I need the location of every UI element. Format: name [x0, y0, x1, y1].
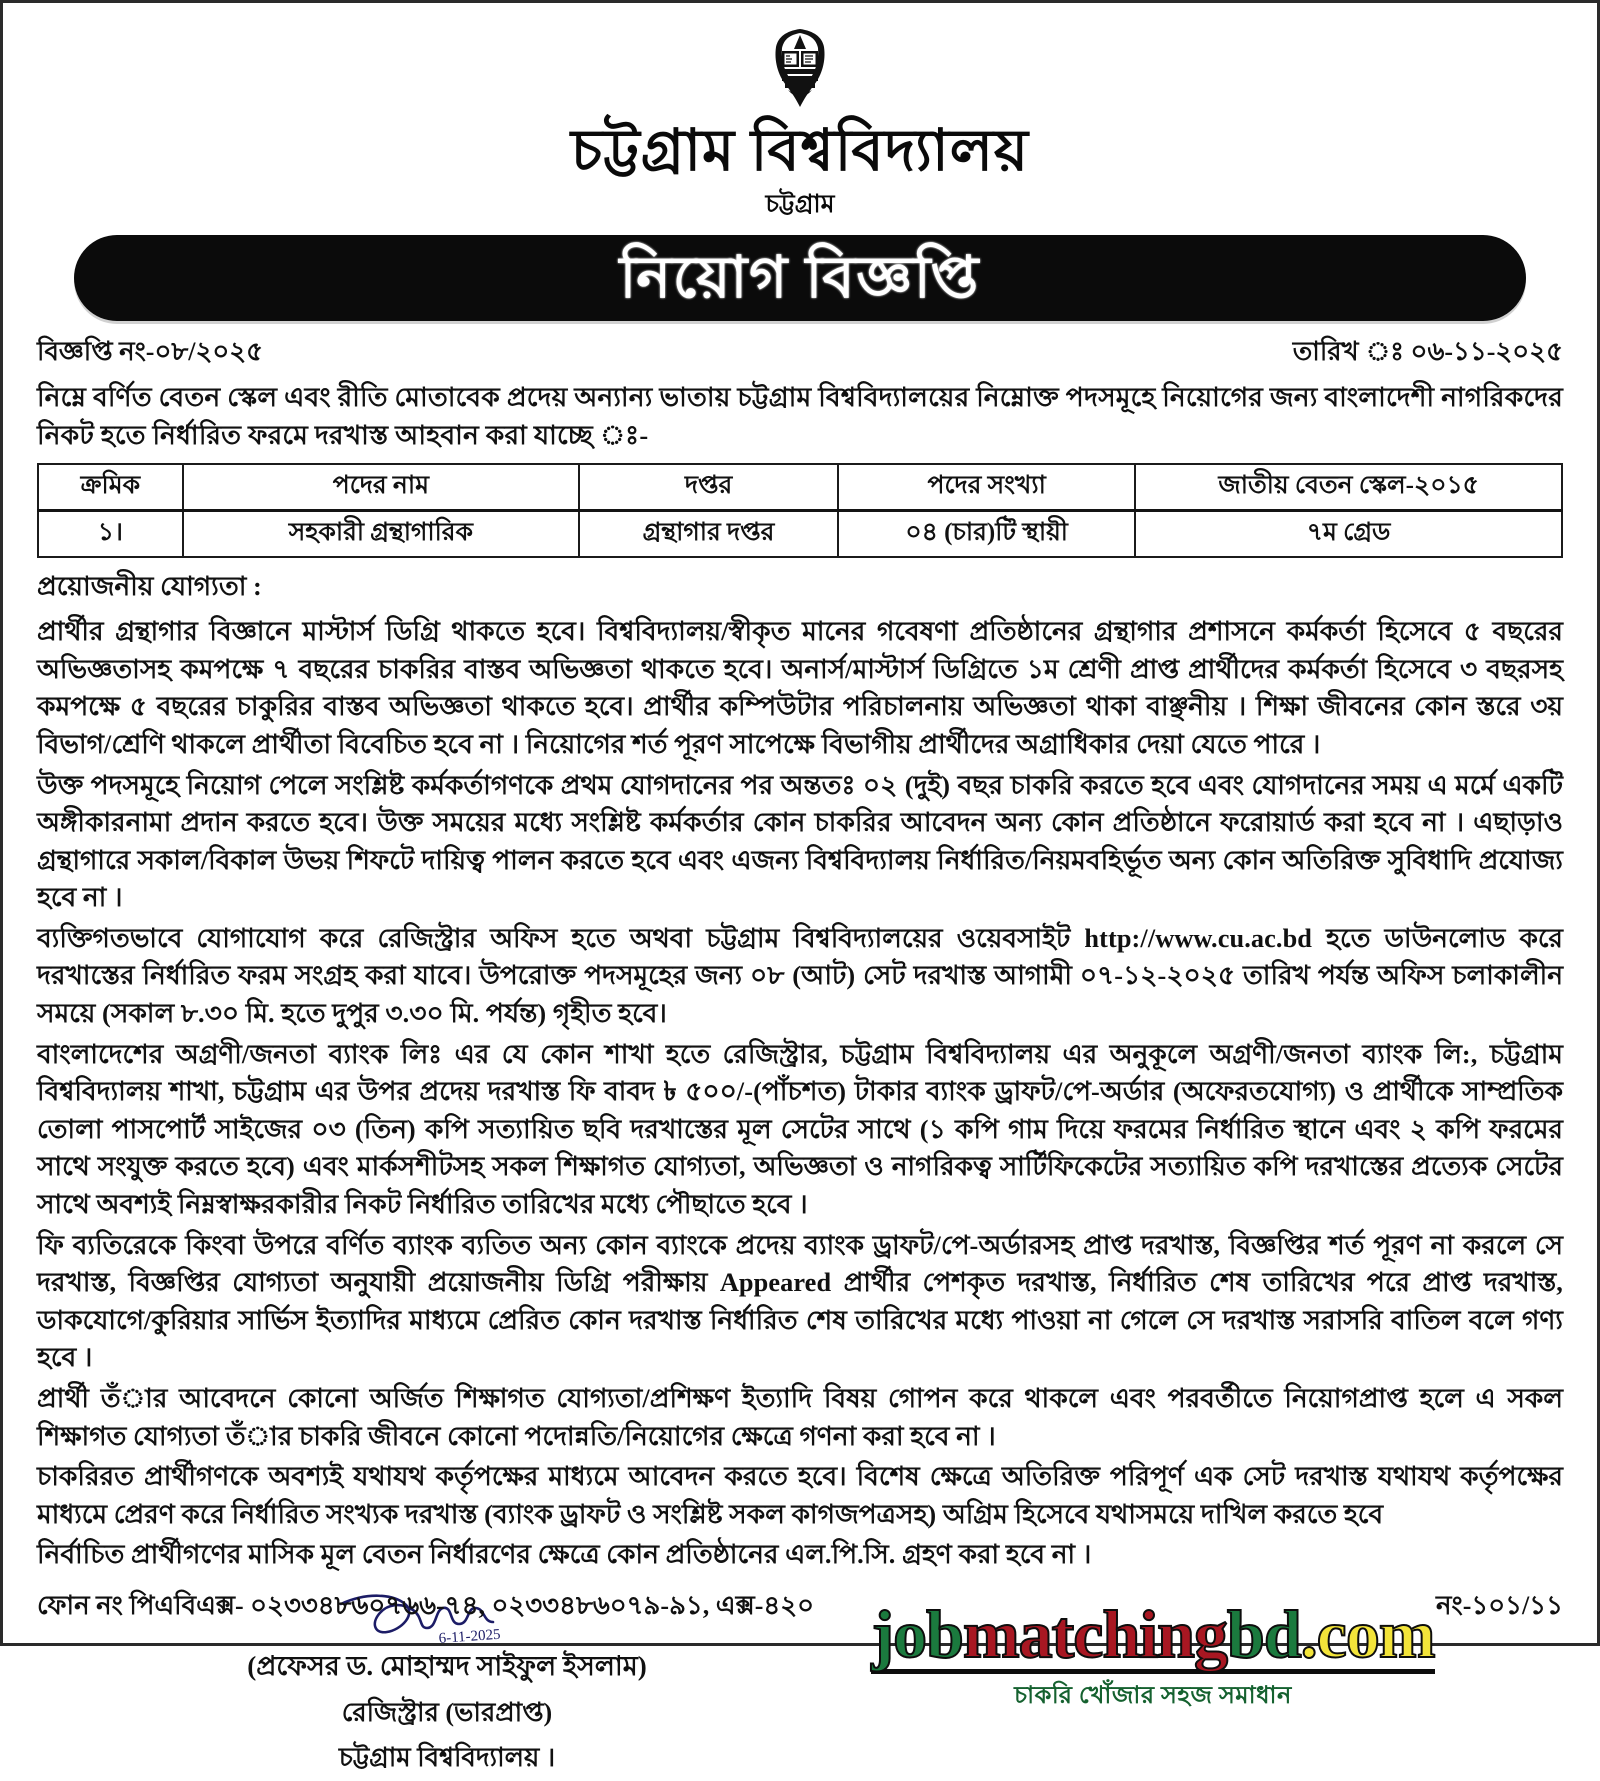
col-header-post-name: পদের নাম	[183, 464, 579, 511]
signatory-role: রেজিস্ট্রার (ভারপ্রাপ্ত)	[341, 1697, 553, 1727]
logo-part-com: .com	[1300, 1595, 1435, 1672]
col-header-vacancies: পদের সংখ্যা	[838, 464, 1135, 511]
qualification-paragraph-6: প্রার্থী তঁার আবেদনে কোনো অর্জিত শিক্ষাগত যোগ্যতা/প্রশিক্ষণ ইত্যাদি বিষয় গোপন করে থাকলে এবং পরবর্তীতে নিয়োগপ্রাপ্ত হলে এ সকল শিক্ষাগত যোগ্যতা তঁার চাকরি জীবনে কোনো পদোন্নতি/নিয়োগের ক্ষেত্রে গণনা করা হবে না ।	[37, 1384, 1563, 1451]
crest-wrapper	[37, 27, 1563, 119]
qualification-paragraph-4: বাংলাদেশের অগ্রণী/জনতা ব্যাংক লিঃ এর যে কোন শাখা হতে রেজিস্ট্রার, চট্টগ্রাম বিশ্ববিদ্যালয় এর অনুকূলে অগ্রণী/জনতা ব্যাংক লি:, চট্টগ্রাম বিশ্ববিদ্যালয় শাখা, চট্টগ্রাম এর উপর প্রদেয় দরখাস্ত ফি বাবদ ৳ ৫০০/-(পাঁচশত) টাকার ব্যাংক ড্রাফট/পে-অর্ডার (অফেরতযোগ্য) ও প্রার্থীকে সাম্প্রতিক তোলা পাসপোর্ট সাইজের ০৩ (তিন) কপি সত্যায়িত ছবি দরখাস্তের মূল সেটের সাথে (১ কপি গাম দিয়ে ফরমের নির্ধারিত স্থানে এবং ২ কপি ফরমের সাথে সংযুক্ত করতে হবে) এবং মার্কসশীটসহ সকল শিক্ষাগত যোগ্যতা, অভিজ্ঞতা ও নাগরিকত্ব সার্টিফিকেটের সত্যায়িত কপি দরখাস্তের প্রত্যেক সেটের সাথে অবশ্যই নিম্নস্বাক্ষরকারীর নিকট নির্ধারিত তারিখের মধ্যে পৌছাতে হবে ।	[37, 1039, 1563, 1220]
cell-pay-scale: ৭ম গ্রেড	[1135, 511, 1562, 558]
footer-phone: ফোন নং পিএবিএক্স- ০২৩৩৪৮৬০৭৬৬-৭৪, ০২৩৩৪৮৬০৭৯-৯১, এক্স-৪২০	[37, 1591, 815, 1620]
col-header-serial: ক্রমিক	[38, 464, 183, 511]
university-crest-icon	[756, 27, 844, 119]
banner-title: নিয়োগ বিজ্ঞপ্তি	[619, 244, 981, 310]
meta-row	[37, 331, 1563, 375]
signatory-name: (প্রফেসর ড. মোহাম্মদ সাইফুল ইসলাম)	[247, 1650, 647, 1681]
page-inner	[3, 3, 1597, 1772]
banner	[74, 235, 1526, 321]
qualification-paragraph-3: ব্যক্তিগতভাবে যোগাযোগ করে রেজিস্ট্রার অফিস হতে অথবা চট্টগ্রাম বিশ্ববিদ্যালয়ের ওয়েবসাইট http://www.cu.ac.bd হতে ডাউনলোড করে দরখাস্তের নির্ধারিত ফরম সংগ্রহ করা যাবে। উপরোক্ত পদসমূহের জন্য ০৮ (আট) সেট দরখাস্ত আগামী ০৭-১২-২০২৫ তারিখ পর্যন্ত অফিস চলাকালীন সময়ে (সকাল ৮.৩০ মি. হতে দুপুর ৩.৩০ মি. পর্যন্ত) গৃহীত হবে।	[37, 923, 1563, 1029]
cell-vacancies: ০৪ (চার)টি স্থায়ী	[838, 511, 1135, 558]
footer-memo-number: নং-১০১/১১	[1436, 1591, 1563, 1620]
post-table	[37, 463, 1563, 558]
university-city: চট্টগ্রাম	[765, 190, 835, 218]
table-row	[38, 511, 1562, 558]
logo-tagline: চাকরি খোঁজার সহজ সমাধান	[1014, 1682, 1292, 1709]
qualification-paragraph-7: চাকরিরত প্রার্থীগণকে অবশ্যই যথাযথ কর্তৃপক্ষের মাধ্যমে আবেদন করতে হবে। বিশেষ ক্ষেত্রে অতিরিক্ত পরিপূর্ণ এক সেট দরখাস্ত যথাযথ কর্তৃপক্ষের মাধ্যমে প্রেরণ করে নির্ধারিত সংখ্যক দরখাস্ত (ব্যাংক ড্রাফট ও সংশ্লিষ্ট সকল কাগজপত্রসহ) অগ্রিম হিসেবে যথাসময়ে দাখিল করতে হবে	[37, 1462, 1563, 1529]
qualifications-heading: প্রয়োজনীয় যোগ্যতা :	[37, 571, 262, 602]
cell-post-name: সহকারী গ্রন্থাগারিক	[183, 511, 579, 558]
qualification-paragraph-1: প্রার্থীর গ্রন্থাগার বিজ্ঞানে মাস্টার্স ডিগ্রি থাকতে হবে। বিশ্ববিদ্যালয়/স্বীকৃত মানের গবেষণা প্রতিষ্ঠানের গ্রন্থাগার প্রশাসনে কর্মকর্তা হিসেবে ৫ বছরের অভিজ্ঞতাসহ কমপক্ষে ৭ বছরের চাকরির বাস্তব অভিজ্ঞতা থাকতে হবে। অনার্স/মাস্টার্স ডিগ্রিতে ১ম শ্রেণী প্রাপ্ত প্রার্থীদের কর্মকর্তা হিসেবে ৩ বছরসহ কমপক্ষে ৫ বছরের চাকুরির বাস্তব অভিজ্ঞতা থাকতে হবে। প্রার্থীর কম্পিউটার পরিচালনায় অভিজ্ঞতা থাকা বাঞ্ছনীয় । শিক্ষা জীবনের কোন স্তরে ৩য় বিভাগ/শ্রেণি থাকলে প্রার্থীতা বিবেচিত হবে না । নিয়োগের শর্ত পূরণ সাপেক্ষে বিভাগীয় প্রার্থীদের অগ্রাধিকার দেয়া যেতে পারে ।	[37, 617, 1563, 759]
col-header-pay-scale: জাতীয় বেতন স্কেল-২০১৫	[1135, 464, 1562, 511]
university-name: চট্টগ্রাম বিশ্ববিদ্যালয়	[570, 118, 1030, 183]
logo-part-bd: bd	[1227, 1595, 1301, 1672]
circular-number: বিজ্ঞপ্তি নং-০৮/২০২৫	[37, 336, 264, 366]
signature-date: 6-11-2025	[438, 1626, 502, 1647]
signatory-organization: চট্টগ্রাম বিশ্ববিদ্যালয় ।	[338, 1742, 556, 1772]
footer-row	[37, 1585, 1563, 1629]
cell-office: গ্রন্থাগার দপ্তর	[579, 511, 838, 558]
col-header-office: দপ্তর	[579, 464, 838, 511]
circular-date: তারিখ ঃ ০৬-১১-২০২৫	[1292, 336, 1563, 366]
table-header-row	[38, 464, 1562, 511]
intro-paragraph: নিম্নে বর্ণিত বেতন স্কেল এবং রীতি মোতাবেক প্রদেয় অন্যান্য ভাতায় চট্টগ্রাম বিশ্ববিদ্যালয়ের নিম্নোক্ত পদসমূহে নিয়োগের জন্য বাংলাদেশী নাগরিকদের নিকট হতে নির্ধারিত ফরমে দরখাস্ত আহবান করা যাচ্ছে ঃ-	[37, 381, 1563, 450]
qualification-paragraph-2: উক্ত পদসমূহে নিয়োগ পেলে সংশ্লিষ্ট কর্মকর্তাগণকে প্রথম যোগদানের পর অন্ততঃ ০২ (দুই) বছর চাকরি করতে হবে এবং যোগদানের সময় এ মর্মে একটি অঙ্গীকারনামা প্রদান করতে হবে। উক্ত সময়ের মধ্যে সংশ্লিষ্ট কর্মকর্তার কোন চাকরির আবেদন অন্য কোন প্রতিষ্ঠানে ফরোয়ার্ড করা হবে না । এছাড়াও গ্রন্থাগারে সকাল/বিকাল উভয় শিফটে দায়িত্ব পালন করতে হবে এবং এজন্য বিশ্ববিদ্যালয় নির্ধারিত/নিয়মবহির্ভূত অন্য কোন অতিরিক্ত সুবিধাদি প্রযোজ্য হবে না ।	[37, 770, 1563, 913]
cell-serial: ১।	[38, 511, 183, 558]
logo-part-matching: matching	[963, 1595, 1227, 1672]
qualification-paragraph-5: ফি ব্যতিরেকে কিংবা উপরে বর্ণিত ব্যাংক ব্যতিত অন্য কোন ব্যাংকে প্রদেয় ব্যাংক ড্রাফট/পে-অর্ডারসহ প্রাপ্ত দরখাস্ত, বিজ্ঞপ্তির শর্ত পূরণ না করলে সে দরখাস্ত, বিজ্ঞপ্তির যোগ্যতা অনুযায়ী প্রয়োজনীয় ডিগ্রি পরীক্ষায় Appeared প্রার্থীর পেশকৃত দরখাস্ত, নির্ধারিত শেষ তারিখের পরে প্রাপ্ত দরখাস্ত, ডাকযোগে/কুরিয়ার সার্ভিস ইত্যাদির মাধ্যমে প্রেরিত কোন দরখাস্ত নির্ধারিত শেষ তারিখের মধ্যে পাওয়া না গেলে সে দরখাস্ত সরাসরি বাতিল বলে গণ্য হবে ।	[37, 1230, 1563, 1373]
qualification-paragraph-8: নির্বাচিত প্রার্থীগণের মাসিক মূল বেতন নির্ধারণের ক্ষেত্রে কোন প্রতিষ্ঠানের এল.পি.সি. গ্রহণ করা হবে না ।	[37, 1540, 1092, 1570]
logo-part-job: job	[871, 1595, 963, 1672]
